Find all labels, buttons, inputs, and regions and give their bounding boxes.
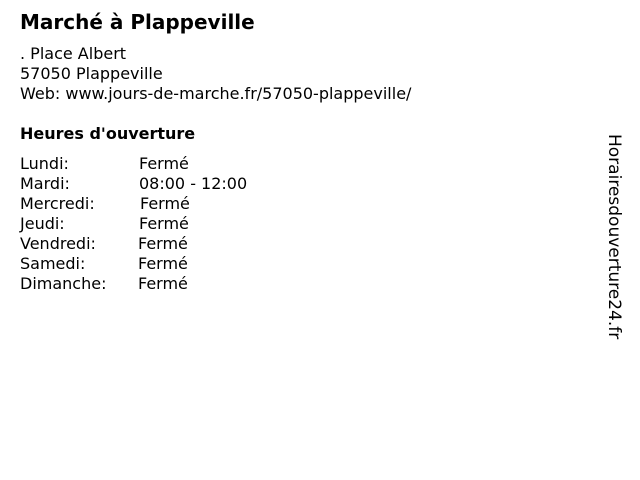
address-street: . Place Albert [20, 44, 127, 63]
hours-heading: Heures d'ouverture [20, 124, 196, 143]
address-city: 57050 Plappeville [20, 64, 163, 83]
hours-value: Fermé [139, 154, 189, 173]
day-label: Vendredi: [20, 234, 96, 253]
hours-value: Fermé [138, 234, 188, 253]
hours-value: Fermé [139, 214, 189, 233]
day-label: Mercredi: [20, 194, 95, 213]
day-label: Lundi: [20, 154, 69, 173]
hours-value: 08:00 - 12:00 [139, 174, 248, 193]
hours-value: Fermé [138, 274, 188, 293]
day-label: Dimanche: [20, 274, 107, 293]
day-label: Mardi: [20, 174, 70, 193]
hours-value: Fermé [138, 254, 188, 273]
address-block [20, 44, 411, 104]
day-label: Samedi: [20, 254, 86, 273]
watermark-text: Horairesdouverture24.fr [604, 134, 624, 340]
market-title: Marché à Plappeville [20, 10, 255, 34]
day-label: Jeudi: [20, 214, 65, 233]
hours-value: Fermé [140, 194, 190, 213]
website-line[interactable]: Web: www.jours-de-marche.fr/57050-plappeville/ [20, 84, 412, 103]
